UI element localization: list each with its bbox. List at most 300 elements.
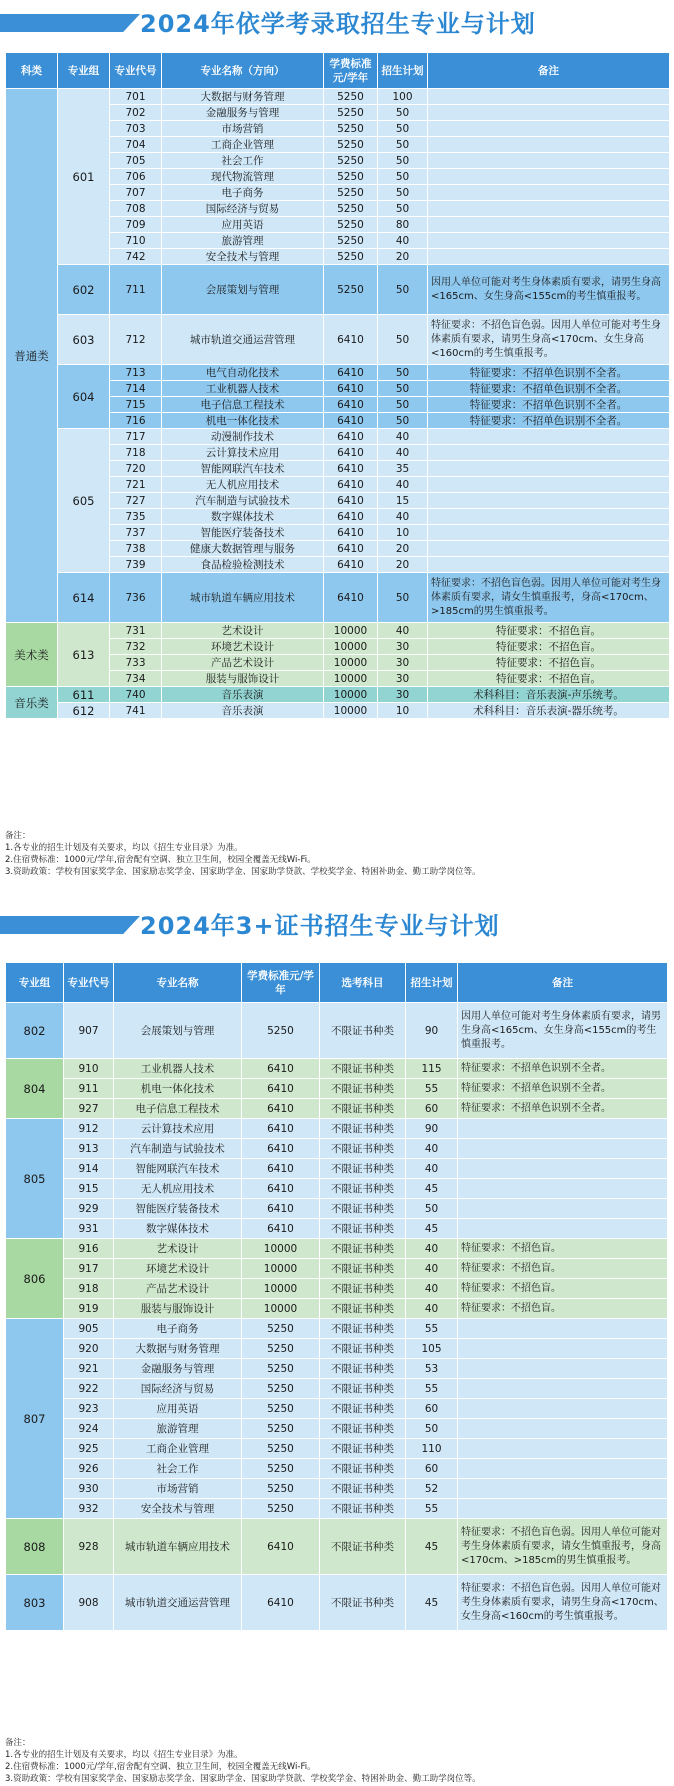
table-row	[6, 623, 670, 639]
tuition-cell: 5250	[324, 185, 378, 201]
major-code-cell: 733	[110, 655, 162, 671]
tuition-cell: 6410	[324, 397, 378, 413]
remark-cell	[458, 1199, 668, 1219]
plan-cell: 45	[406, 1575, 458, 1631]
tuition-cell: 6410	[242, 1519, 320, 1575]
tuition-cell: 5250	[324, 89, 378, 105]
plan-cell: 30	[378, 671, 428, 687]
subject-cell: 不限证书种类	[320, 1379, 406, 1399]
major-code-cell: 718	[110, 445, 162, 461]
plan-cell: 105	[406, 1339, 458, 1359]
footnote-line: 3.资助政策：学校有国家奖学金、国家励志奖学金、国家助学金、国家助学贷款、学校奖学金、特困补助金、勤工助学岗位等。	[5, 867, 481, 877]
major-code-cell: 704	[110, 137, 162, 153]
plan-cell: 40	[406, 1279, 458, 1299]
section2-title-row	[0, 906, 674, 942]
plan-cell: 10	[378, 703, 428, 719]
major-code-cell: 920	[64, 1339, 114, 1359]
tuition-cell: 5250	[324, 233, 378, 249]
subject-cell: 不限证书种类	[320, 1099, 406, 1119]
plan-cell: 10	[378, 525, 428, 541]
tuition-cell: 5250	[242, 1339, 320, 1359]
remark-cell: 特征要求：不招色盲。	[458, 1259, 668, 1279]
tuition-cell: 6410	[242, 1099, 320, 1119]
major-code-cell: 929	[64, 1199, 114, 1219]
plan-cell: 100	[378, 89, 428, 105]
major-code-cell: 715	[110, 397, 162, 413]
remark-cell	[428, 153, 670, 169]
major-name-cell: 市场营销	[114, 1479, 242, 1499]
subject-cell: 不限证书种类	[320, 1439, 406, 1459]
major-code-cell: 742	[110, 249, 162, 265]
tuition-cell: 5250	[324, 153, 378, 169]
plan-cell: 30	[378, 655, 428, 671]
tuition-cell: 5250	[242, 1003, 320, 1059]
subject-cell: 不限证书种类	[320, 1279, 406, 1299]
major-code-cell: 908	[64, 1575, 114, 1631]
major-code-cell: 734	[110, 671, 162, 687]
header-cell: 备注	[458, 963, 668, 1003]
subject-cell: 不限证书种类	[320, 1159, 406, 1179]
plan-cell: 40	[406, 1259, 458, 1279]
major-name-cell: 工商企业管理	[114, 1439, 242, 1459]
plan-cell: 50	[406, 1199, 458, 1219]
tuition-cell: 6410	[324, 541, 378, 557]
plan-cell: 50	[378, 397, 428, 413]
table-row	[6, 1219, 668, 1239]
tuition-cell: 6410	[242, 1219, 320, 1239]
remark-cell	[428, 169, 670, 185]
tuition-cell: 5250	[242, 1319, 320, 1339]
major-name-cell: 产品艺术设计	[162, 655, 324, 671]
remark-cell: 特征要求：不招单色识别不全者。	[458, 1099, 668, 1119]
major-name-cell: 社会工作	[114, 1459, 242, 1479]
major-code-cell: 923	[64, 1399, 114, 1419]
remark-cell	[458, 1419, 668, 1439]
remark-cell: 术科科目：音乐表演-器乐统考。	[428, 703, 670, 719]
table-row	[6, 1139, 668, 1159]
table-row	[6, 687, 670, 703]
major-code-cell: 914	[64, 1159, 114, 1179]
table-row	[6, 1575, 668, 1631]
major-name-cell: 智能医疗装备技术	[162, 525, 324, 541]
major-name-cell: 云计算技术应用	[162, 445, 324, 461]
group-cell: 602	[58, 265, 110, 315]
tuition-cell: 6410	[324, 413, 378, 429]
major-name-cell: 旅游管理	[114, 1419, 242, 1439]
major-name-cell: 社会工作	[162, 153, 324, 169]
remark-cell	[428, 89, 670, 105]
tuition-cell: 6410	[242, 1199, 320, 1219]
category-cell: 音乐类	[6, 687, 58, 719]
tuition-cell: 5250	[242, 1379, 320, 1399]
table-row	[6, 1119, 668, 1139]
remark-cell	[428, 525, 670, 541]
major-name-cell: 服装与服饰设计	[114, 1299, 242, 1319]
major-name-cell: 应用英语	[114, 1399, 242, 1419]
plan-cell: 55	[406, 1379, 458, 1399]
major-code-cell: 701	[110, 89, 162, 105]
table-row	[6, 1319, 668, 1339]
plan-cell: 40	[378, 429, 428, 445]
group-cell: 808	[6, 1519, 64, 1575]
plan-cell: 110	[406, 1439, 458, 1459]
tuition-cell: 6410	[242, 1575, 320, 1631]
table-row	[6, 1479, 668, 1499]
table-row	[6, 1339, 668, 1359]
plan-cell: 40	[406, 1159, 458, 1179]
title-decor-bar	[0, 14, 140, 32]
table-row	[6, 1199, 668, 1219]
plan-cell: 50	[378, 201, 428, 217]
major-name-cell: 机电一体化技术	[162, 413, 324, 429]
major-name-cell: 食品检验检测技术	[162, 557, 324, 573]
major-code-cell: 731	[110, 623, 162, 639]
header-cell: 备注	[428, 53, 670, 89]
footnote-line: 备注：	[5, 1738, 31, 1748]
subject-cell: 不限证书种类	[320, 1059, 406, 1079]
subject-cell: 不限证书种类	[320, 1199, 406, 1219]
footnote-line: 备注：	[5, 831, 31, 841]
plan-cell: 50	[378, 153, 428, 169]
group-cell: 605	[58, 429, 110, 573]
major-name-cell: 动漫制作技术	[162, 429, 324, 445]
plan-cell: 115	[406, 1059, 458, 1079]
major-code-cell: 720	[110, 461, 162, 477]
remark-cell	[428, 121, 670, 137]
table-row	[6, 573, 670, 623]
tuition-cell: 5250	[324, 249, 378, 265]
remark-cell	[428, 185, 670, 201]
plan-cell: 40	[406, 1299, 458, 1319]
section2-title: 2024年3+证书招生专业与计划	[140, 912, 500, 940]
tuition-cell: 5250	[242, 1419, 320, 1439]
tuition-cell: 10000	[324, 639, 378, 655]
section1-title-row	[0, 4, 674, 40]
table-header-row	[6, 963, 668, 1003]
remark-cell	[428, 445, 670, 461]
major-name-cell: 城市轨道交通运营管理	[114, 1575, 242, 1631]
tuition-cell: 6410	[242, 1119, 320, 1139]
major-name-cell: 工商企业管理	[162, 137, 324, 153]
remark-cell: 特征要求：不招色盲色弱。因用人单位可能对考生身体素质有要求，请女生慎重报考，身高<170cm、>185cm的男生慎重报考。	[428, 573, 670, 623]
remark-cell	[458, 1339, 668, 1359]
subject-cell: 不限证书种类	[320, 1519, 406, 1575]
tuition-cell: 10000	[242, 1239, 320, 1259]
major-code-cell: 741	[110, 703, 162, 719]
remark-cell	[458, 1219, 668, 1239]
subject-cell: 不限证书种类	[320, 1575, 406, 1631]
category-cell: 美术类	[6, 623, 58, 687]
subject-cell: 不限证书种类	[320, 1299, 406, 1319]
major-code-cell: 738	[110, 541, 162, 557]
table-row	[6, 1099, 668, 1119]
subject-cell: 不限证书种类	[320, 1359, 406, 1379]
major-name-cell: 大数据与财务管理	[162, 89, 324, 105]
major-code-cell: 721	[110, 477, 162, 493]
tuition-cell: 6410	[242, 1079, 320, 1099]
major-code-cell: 737	[110, 525, 162, 541]
remark-cell	[428, 541, 670, 557]
table-row	[6, 1179, 668, 1199]
tuition-cell: 6410	[324, 429, 378, 445]
plan-cell: 40	[378, 233, 428, 249]
remark-cell: 特征要求：不招色盲色弱。因用人单位可能对考生身体素质有要求，请男生身高<170cm、女生身高<160cm的考生慎重报考。	[428, 315, 670, 365]
table-row	[6, 1079, 668, 1099]
table-row	[6, 429, 670, 445]
plan-cell: 80	[378, 217, 428, 233]
plan-cell: 35	[378, 461, 428, 477]
major-code-cell: 709	[110, 217, 162, 233]
plan-cell: 50	[378, 185, 428, 201]
section1-table	[5, 52, 670, 719]
remark-cell: 特征要求：不招单色识别不全者。	[428, 365, 670, 381]
plan-cell: 40	[378, 445, 428, 461]
tuition-cell: 5250	[242, 1499, 320, 1519]
major-name-cell: 音乐表演	[162, 703, 324, 719]
tuition-cell: 5250	[324, 169, 378, 185]
plan-cell: 40	[378, 509, 428, 525]
tuition-cell: 5250	[242, 1399, 320, 1419]
plan-cell: 53	[406, 1359, 458, 1379]
tuition-cell: 10000	[324, 655, 378, 671]
major-code-cell: 714	[110, 381, 162, 397]
major-code-cell: 710	[110, 233, 162, 249]
footnote-line: 1.各专业的招生计划及有关要求，均以《招生专业目录》为准。	[5, 843, 243, 853]
remark-cell: 因用人单位可能对考生身体素质有要求，请男生身高<165cm、女生身高<155cm的考生慎重报考。	[458, 1003, 668, 1059]
remark-cell	[428, 249, 670, 265]
header-cell: 招生计划	[378, 53, 428, 89]
major-name-cell: 艺术设计	[114, 1239, 242, 1259]
table-row	[6, 265, 670, 315]
major-code-cell: 919	[64, 1299, 114, 1319]
tuition-cell: 6410	[324, 477, 378, 493]
section1-title: 2024年依学考录取招生专业与计划	[140, 10, 536, 38]
footnote-line: 2.住宿费标准：1000元/学年,宿舍配有空调、独立卫生间，校园全覆盖无线Wi-Fi。	[5, 1762, 316, 1772]
table-row	[6, 1299, 668, 1319]
major-code-cell: 926	[64, 1459, 114, 1479]
remark-cell	[428, 137, 670, 153]
major-name-cell: 电气自动化技术	[162, 365, 324, 381]
plan-cell: 20	[378, 249, 428, 265]
tuition-cell: 10000	[242, 1259, 320, 1279]
tuition-cell: 10000	[242, 1279, 320, 1299]
plan-cell: 20	[378, 541, 428, 557]
remark-cell	[428, 429, 670, 445]
tuition-cell: 5250	[324, 121, 378, 137]
major-code-cell: 716	[110, 413, 162, 429]
subject-cell: 不限证书种类	[320, 1239, 406, 1259]
tuition-cell: 6410	[242, 1179, 320, 1199]
major-name-cell: 现代物流管理	[162, 169, 324, 185]
table-row	[6, 89, 670, 105]
major-code-cell: 917	[64, 1259, 114, 1279]
subject-cell: 不限证书种类	[320, 1319, 406, 1339]
major-name-cell: 金融服务与管理	[114, 1359, 242, 1379]
plan-cell: 50	[378, 413, 428, 429]
major-name-cell: 旅游管理	[162, 233, 324, 249]
tuition-cell: 6410	[242, 1159, 320, 1179]
tuition-cell: 10000	[242, 1299, 320, 1319]
plan-cell: 90	[406, 1003, 458, 1059]
major-name-cell: 国际经济与贸易	[114, 1379, 242, 1399]
remark-cell: 特征要求：不招色盲。	[458, 1279, 668, 1299]
major-code-cell: 711	[110, 265, 162, 315]
tuition-cell: 6410	[324, 509, 378, 525]
plan-cell: 50	[378, 315, 428, 365]
remark-cell	[428, 493, 670, 509]
title-decor-bar	[0, 916, 140, 934]
tuition-cell: 6410	[324, 525, 378, 541]
plan-cell: 45	[406, 1219, 458, 1239]
major-code-cell: 740	[110, 687, 162, 703]
major-name-cell: 会展策划与管理	[162, 265, 324, 315]
table-row	[6, 1399, 668, 1419]
plan-cell: 60	[406, 1399, 458, 1419]
table-row	[6, 1499, 668, 1519]
major-name-cell: 电子信息工程技术	[114, 1099, 242, 1119]
plan-cell: 40	[406, 1239, 458, 1259]
remark-cell: 特征要求：不招单色识别不全者。	[428, 381, 670, 397]
major-name-cell: 工业机器人技术	[114, 1059, 242, 1079]
remark-cell: 特征要求：不招色盲色弱。因用人单位可能对考生身体素质有要求，请男生身高<170cm、女生身高<160cm的考生慎重报考。	[458, 1575, 668, 1631]
major-code-cell: 907	[64, 1003, 114, 1059]
major-code-cell: 717	[110, 429, 162, 445]
major-name-cell: 应用英语	[162, 217, 324, 233]
tuition-cell: 6410	[242, 1059, 320, 1079]
major-code-cell: 910	[64, 1059, 114, 1079]
tuition-cell: 6410	[324, 557, 378, 573]
table-row	[6, 1239, 668, 1259]
header-cell: 专业名称	[114, 963, 242, 1003]
subject-cell: 不限证书种类	[320, 1259, 406, 1279]
major-name-cell: 工业机器人技术	[162, 381, 324, 397]
tuition-cell: 5250	[324, 137, 378, 153]
header-cell: 专业名称（方向）	[162, 53, 324, 89]
plan-cell: 52	[406, 1479, 458, 1499]
remark-cell	[458, 1359, 668, 1379]
major-code-cell: 702	[110, 105, 162, 121]
section2-table	[5, 962, 668, 1631]
footnote-line: 3.资助政策：学校有国家奖学金、国家励志奖学金、国家助学金、国家助学贷款、学校奖学金、特困补助金、勤工助学岗位等。	[5, 1774, 481, 1784]
group-cell: 611	[58, 687, 110, 703]
plan-cell: 55	[406, 1499, 458, 1519]
remark-cell	[458, 1479, 668, 1499]
major-name-cell: 机电一体化技术	[114, 1079, 242, 1099]
remark-cell: 特征要求：不招色盲。	[458, 1299, 668, 1319]
major-name-cell: 金融服务与管理	[162, 105, 324, 121]
tuition-cell: 6410	[242, 1139, 320, 1159]
group-cell: 614	[58, 573, 110, 623]
plan-cell: 40	[378, 477, 428, 493]
tuition-cell: 6410	[324, 315, 378, 365]
table-row	[6, 1519, 668, 1575]
major-code-cell: 706	[110, 169, 162, 185]
major-name-cell: 无人机应用技术	[114, 1179, 242, 1199]
major-code-cell: 911	[64, 1079, 114, 1099]
major-name-cell: 城市轨道车辆应用技术	[162, 573, 324, 623]
remark-cell	[428, 461, 670, 477]
remark-cell: 特征要求：不招单色识别不全者。	[428, 397, 670, 413]
plan-cell: 20	[378, 557, 428, 573]
major-name-cell: 会展策划与管理	[114, 1003, 242, 1059]
remark-cell	[458, 1159, 668, 1179]
subject-cell: 不限证书种类	[320, 1119, 406, 1139]
major-name-cell: 产品艺术设计	[114, 1279, 242, 1299]
major-code-cell: 708	[110, 201, 162, 217]
table-row	[6, 365, 670, 381]
tuition-cell: 5250	[242, 1459, 320, 1479]
section1-footnotes	[5, 830, 481, 878]
major-name-cell: 城市轨道交通运营管理	[162, 315, 324, 365]
major-code-cell: 931	[64, 1219, 114, 1239]
header-cell: 选考科目	[320, 963, 406, 1003]
header-cell: 学费标准元/学年	[324, 53, 378, 89]
major-code-cell: 732	[110, 639, 162, 655]
plan-cell: 40	[406, 1139, 458, 1159]
plan-cell: 50	[378, 169, 428, 185]
major-name-cell: 智能网联汽车技术	[114, 1159, 242, 1179]
group-cell: 612	[58, 703, 110, 719]
major-code-cell: 928	[64, 1519, 114, 1575]
plan-cell: 60	[406, 1459, 458, 1479]
group-cell: 804	[6, 1059, 64, 1119]
major-code-cell: 727	[110, 493, 162, 509]
major-code-cell: 905	[64, 1319, 114, 1339]
subject-cell: 不限证书种类	[320, 1003, 406, 1059]
major-name-cell: 电子信息工程技术	[162, 397, 324, 413]
major-code-cell: 930	[64, 1479, 114, 1499]
subject-cell: 不限证书种类	[320, 1479, 406, 1499]
remark-cell	[428, 233, 670, 249]
major-code-cell: 912	[64, 1119, 114, 1139]
footnote-line: 1.各专业的招生计划及有关要求，均以《招生专业目录》为准。	[5, 1750, 243, 1760]
plan-cell: 50	[406, 1419, 458, 1439]
tuition-cell: 5250	[242, 1439, 320, 1459]
major-name-cell: 数字媒体技术	[114, 1219, 242, 1239]
table-row	[6, 1379, 668, 1399]
header-cell: 招生计划	[406, 963, 458, 1003]
plan-cell: 90	[406, 1119, 458, 1139]
header-cell: 专业代号	[110, 53, 162, 89]
remark-cell	[458, 1319, 668, 1339]
tuition-cell: 5250	[324, 217, 378, 233]
group-cell: 802	[6, 1003, 64, 1059]
plan-cell: 30	[378, 687, 428, 703]
major-name-cell: 大数据与财务管理	[114, 1339, 242, 1359]
subject-cell: 不限证书种类	[320, 1079, 406, 1099]
remark-cell: 特征要求：不招色盲色弱。因用人单位可能对考生身体素质有要求，请女生慎重报考，身高<170cm、>185cm的男生慎重报考。	[458, 1519, 668, 1575]
tuition-cell: 10000	[324, 703, 378, 719]
remark-cell: 特征要求：不招单色识别不全者。	[458, 1079, 668, 1099]
remark-cell: 因用人单位可能对考生身体素质有要求，请男生身高<165cm、女生身高<155cm的考生慎重报考。	[428, 265, 670, 315]
tuition-cell: 5250	[324, 265, 378, 315]
group-cell: 603	[58, 315, 110, 365]
major-name-cell: 健康大数据管理与服务	[162, 541, 324, 557]
plan-cell: 60	[406, 1099, 458, 1119]
group-cell: 806	[6, 1239, 64, 1319]
remark-cell	[428, 509, 670, 525]
plan-cell: 50	[378, 121, 428, 137]
plan-cell: 45	[406, 1519, 458, 1575]
tuition-cell: 10000	[324, 623, 378, 639]
remark-cell	[458, 1439, 668, 1459]
major-name-cell: 安全技术与管理	[162, 249, 324, 265]
major-code-cell: 703	[110, 121, 162, 137]
major-code-cell: 739	[110, 557, 162, 573]
tuition-cell: 6410	[324, 445, 378, 461]
tuition-cell: 5250	[242, 1479, 320, 1499]
table-row	[6, 703, 670, 719]
